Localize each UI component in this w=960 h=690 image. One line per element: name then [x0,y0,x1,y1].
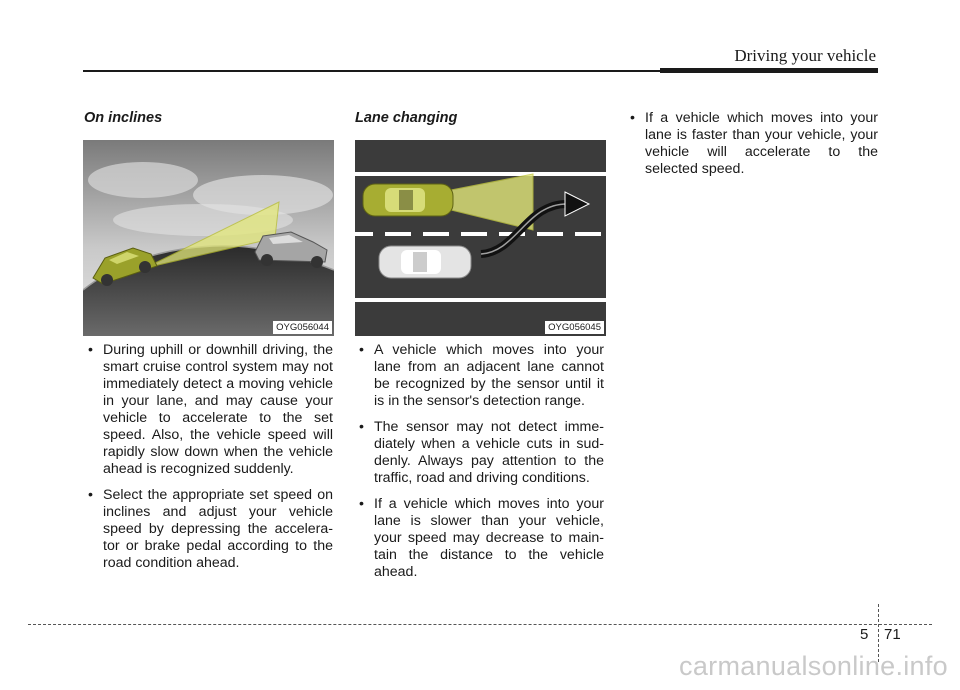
figure-code: OYG056044 [273,321,332,334]
section-title-inclines: On inclines [84,110,163,126]
header-title: Driving your vehicle [734,46,876,65]
header-rule-accent [660,68,878,73]
list-item: • Select the appropriate set speed on inclines and adjust your vehicle speed by depressing the accelera-tor or brake pedal according to the road condition ahead. [88,487,333,571]
figure-code: OYG056045 [545,321,604,334]
incline-illustration [83,140,334,336]
list-item: • The sensor may not detect imme-diately when a vehicle cuts in sud-denly. Always pay attention to the traffic, road and driving conditions. [359,419,604,486]
list-item: • If a vehicle which moves into your lane is faster than your vehicle, your vehicle will accelerate to the selected speed. [630,110,878,177]
list-item: • A vehicle which moves into your lane from an adjacent lane cannot be recognized by the sensor until it is in the sensor's detection range. [359,342,604,409]
column-right [627,110,878,187]
list-item: • During uphill or downhill driving, the smart cruise control system may not immediately detect a moving vehicle in your lane, and may cause your vehicle to accelerate to the set speed. Also, the vehicle speed will rapidly slow down when the vehicle ahead is recognized suddenly. [88,342,333,477]
page-number: 71 [884,626,901,643]
list-item: • If a vehicle which moves into your lane is slower than your vehicle, your speed may decrease to main-tain the distance to the vehicle ahead. [359,496,604,580]
figure-lane-changing [355,140,606,336]
own-car-icon [363,184,453,216]
watermark: carmanualsonline.info [679,651,948,681]
lane-change-illustration [355,140,606,336]
chapter-number: 5 [860,626,869,643]
figure-inclines [83,140,334,336]
column-middle [356,342,604,590]
adjacent-car-icon [379,246,471,278]
column-left [85,342,333,581]
footer-rule [28,624,932,625]
section-title-lane-changing: Lane changing [355,110,458,126]
